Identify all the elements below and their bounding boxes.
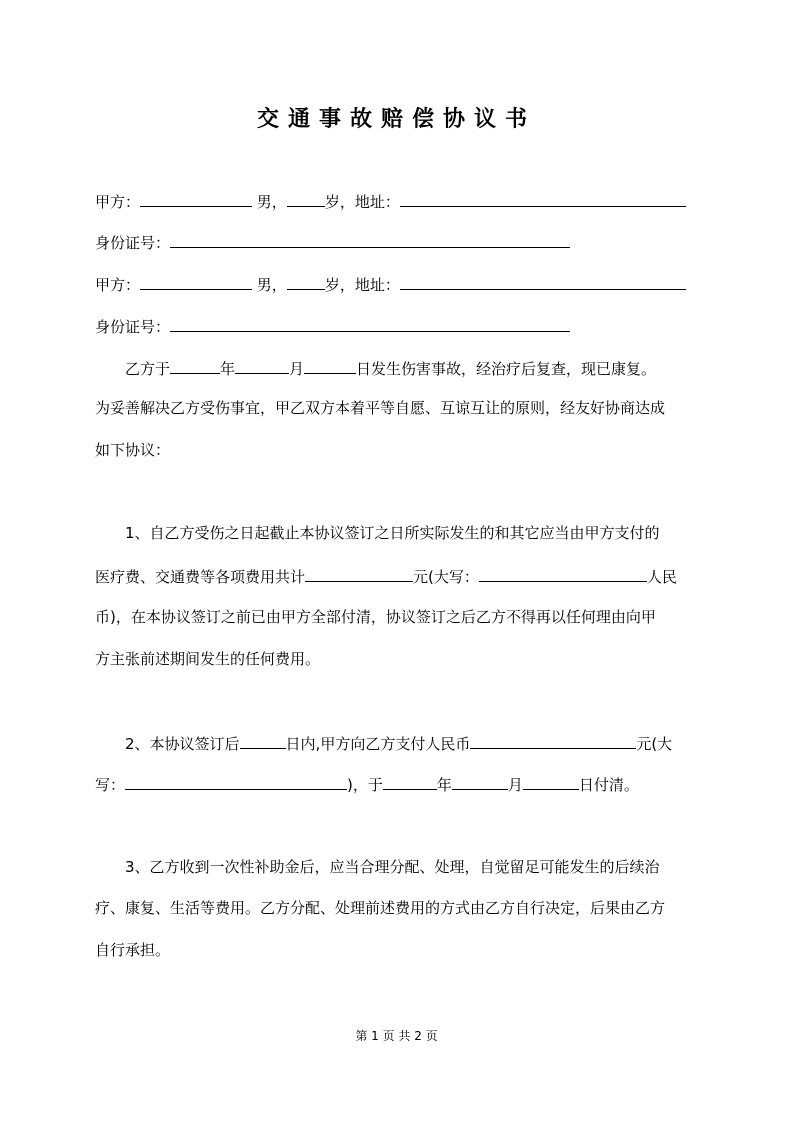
intro-line-3: 如下协议： — [95, 441, 171, 459]
clause3-line-3: 自行承担。 — [95, 941, 171, 959]
pay-year-blank — [383, 773, 437, 790]
pay-month-label: 月 — [507, 776, 523, 794]
party-a-row-1 — [95, 190, 686, 212]
gender-label: 男， — [256, 276, 287, 294]
clause1-prefix: 医疗费、交通费等各项费用共计 — [95, 568, 306, 586]
page-footer: 第 1 页 共 2 页 — [355, 1029, 438, 1043]
id-row-2 — [95, 315, 570, 337]
clause1-mid: 元(大写： — [413, 568, 479, 586]
clause2-line-2 — [95, 773, 639, 795]
id-blank — [170, 231, 570, 248]
month-label: 月 — [289, 360, 305, 378]
amount-blank — [305, 565, 413, 582]
id-blank — [170, 315, 570, 332]
intro-line-2: 为妥善解决乙方受伤事宜，甲乙双方本着平等自愿、互谅互让的原则，经友好协商达成 — [95, 399, 666, 417]
name-blank — [140, 190, 252, 207]
payment-blank — [470, 732, 636, 749]
address-blank — [400, 273, 686, 290]
clause1-line-4: 方主张前述期间发生的任何费用。 — [95, 650, 321, 668]
age-blank — [287, 273, 325, 290]
clause3-line-1: 3、乙方收到一次性补助金后，应当合理分配、处理，自觉留足可能发生的后续治 — [125, 858, 660, 876]
id-label: 身份证号： — [95, 318, 171, 336]
name-blank — [140, 273, 252, 290]
days-blank — [240, 732, 286, 749]
clause2-line-1 — [125, 732, 672, 754]
year-label: 年 — [220, 360, 236, 378]
year-blank — [170, 357, 220, 374]
intro-prefix: 乙方于 — [125, 360, 171, 378]
id-label: 身份证号： — [95, 234, 171, 252]
document-title: 交通事故赔偿协议书 — [256, 106, 536, 132]
pay-day-blank — [523, 773, 579, 790]
clause1-line-2 — [95, 565, 677, 587]
address-blank — [400, 190, 686, 207]
id-row-1 — [95, 231, 570, 253]
month-blank — [235, 357, 289, 374]
pay-year-label: 年 — [436, 776, 452, 794]
clause2-prefix: 2、本协议签订后 — [125, 735, 240, 753]
clause1-line-3: 币)，在本协议签订之前已由甲方全部付清，协议签订之后乙方不得再以任何理由向甲 — [95, 608, 656, 626]
clause2-line2-end: 日付清。 — [578, 776, 639, 794]
pay-month-blank — [452, 773, 508, 790]
clause2-line2-mid: )，于 — [347, 776, 383, 794]
clause2-end: 元(大 — [636, 735, 673, 753]
clause2-mid: 日内,甲方向乙方支付人民币 — [285, 735, 471, 753]
age-address-label: 岁，地址： — [324, 193, 400, 211]
day-blank — [304, 357, 356, 374]
amount-words-blank — [479, 565, 647, 582]
party-label: 甲方： — [95, 276, 141, 294]
clause3-line-2: 疗、康复、生活等费用。乙方分配、处理前述费用的方式由乙方自行决定，后果由乙方 — [95, 899, 666, 917]
intro-line-1 — [125, 357, 656, 379]
intro-rest: 日发生伤害事故，经治疗后复查，现已康复。 — [356, 360, 657, 378]
payment-words-blank — [125, 773, 347, 790]
party-label: 甲方： — [95, 193, 141, 211]
gender-label: 男， — [256, 193, 287, 211]
age-blank — [287, 190, 325, 207]
clause1-line-1: 1、自乙方受伤之日起截止本协议签订之日所实际发生的和其它应当由甲方支付的 — [125, 524, 660, 542]
clause1-end: 人民 — [646, 568, 677, 586]
party-a-row-2 — [95, 273, 686, 295]
age-address-label: 岁，地址： — [324, 276, 400, 294]
clause2-line2-prefix: 写： — [95, 776, 126, 794]
